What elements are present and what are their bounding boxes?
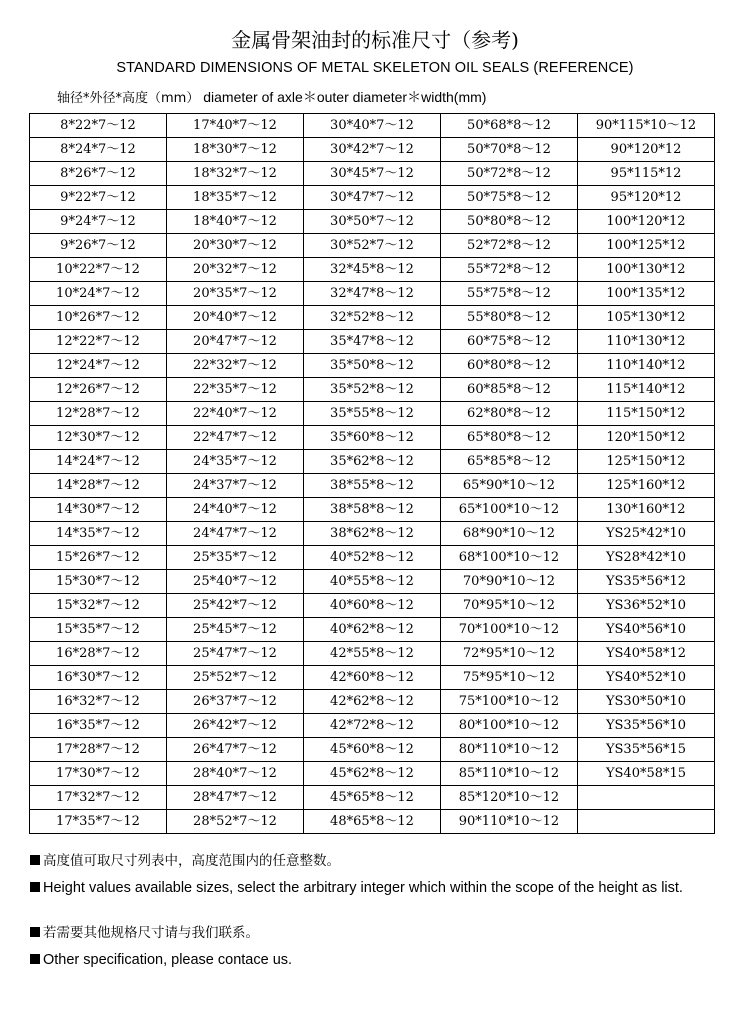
table-cell: 40*60*8～12 <box>304 594 441 618</box>
table-cell: 28*40*7～12 <box>167 762 304 786</box>
table-cell: 40*52*8～12 <box>304 546 441 570</box>
table-cell: 100*120*12 <box>578 210 715 234</box>
square-bullet-icon <box>30 927 40 937</box>
table-cell: 32*45*8～12 <box>304 258 441 282</box>
table-cell: 30*47*7～12 <box>304 186 441 210</box>
table-cell: 90*120*12 <box>578 138 715 162</box>
table-cell: 85*120*10～12 <box>441 786 578 810</box>
table-cell: 15*30*7～12 <box>30 570 167 594</box>
table-cell: 10*22*7～12 <box>30 258 167 282</box>
table-cell: 55*75*8～12 <box>441 282 578 306</box>
table-cell: 130*160*12 <box>578 498 715 522</box>
table-row <box>30 186 715 210</box>
table-row <box>30 570 715 594</box>
table-cell: 35*47*8～12 <box>304 330 441 354</box>
table-cell: 24*35*7～12 <box>167 450 304 474</box>
table-cell: 20*40*7～12 <box>167 306 304 330</box>
table-row <box>30 474 715 498</box>
table-cell: YS28*42*10 <box>578 546 715 570</box>
table-cell: 90*115*10～12 <box>578 114 715 138</box>
table-row <box>30 498 715 522</box>
table-cell: 17*30*7～12 <box>30 762 167 786</box>
table-cell: 50*68*8～12 <box>441 114 578 138</box>
table-cell: 85*110*10～12 <box>441 762 578 786</box>
table-row <box>30 162 715 186</box>
table-cell: 75*95*10～12 <box>441 666 578 690</box>
table-cell: 105*130*12 <box>578 306 715 330</box>
table-cell: 95*115*12 <box>578 162 715 186</box>
note-text: 若需要其他规格尺寸请与我们联系。 <box>43 925 259 941</box>
table-cell: 18*35*7～12 <box>167 186 304 210</box>
table-cell: 28*47*7～12 <box>167 786 304 810</box>
table-cell: 38*58*8～12 <box>304 498 441 522</box>
page-title-english: STANDARD DIMENSIONS OF METAL SKELETON OIL SEALS (REFERENCE) <box>116 60 634 76</box>
table-cell <box>578 810 715 834</box>
table-cell: 10*26*7～12 <box>30 306 167 330</box>
table-cell <box>578 786 715 810</box>
square-bullet-icon <box>30 954 40 964</box>
table-cell: 95*120*12 <box>578 186 715 210</box>
table-row <box>30 618 715 642</box>
table-row <box>30 138 715 162</box>
table-cell: 14*30*7～12 <box>30 498 167 522</box>
table-cell: 60*85*8～12 <box>441 378 578 402</box>
table-cell: 100*135*12 <box>578 282 715 306</box>
table-row <box>30 306 715 330</box>
table-cell: 55*80*8～12 <box>441 306 578 330</box>
table-cell: 50*70*8～12 <box>441 138 578 162</box>
table-cell: 12*30*7～12 <box>30 426 167 450</box>
table-row <box>30 714 715 738</box>
table-cell: 55*72*8～12 <box>441 258 578 282</box>
table-cell: YS35*56*12 <box>578 570 715 594</box>
square-bullet-icon <box>30 882 40 892</box>
table-cell: YS25*42*10 <box>578 522 715 546</box>
table-cell: 65*80*8～12 <box>441 426 578 450</box>
table-cell: 110*140*12 <box>578 354 715 378</box>
note-text: 高度值可取尺寸列表中，高度范围内的任意整数。 <box>43 853 340 869</box>
table-cell: 30*40*7～12 <box>304 114 441 138</box>
table-cell: 65*90*10～12 <box>441 474 578 498</box>
table-cell: 15*32*7～12 <box>30 594 167 618</box>
table-row <box>30 522 715 546</box>
table-row <box>30 546 715 570</box>
table-cell: 18*40*7～12 <box>167 210 304 234</box>
legend-chinese: 轴径*外径*高度（mm） <box>57 91 200 106</box>
table-cell: 25*35*7～12 <box>167 546 304 570</box>
square-bullet-icon <box>30 855 40 865</box>
table-cell: 26*47*7～12 <box>167 738 304 762</box>
table-row <box>30 810 715 834</box>
table-cell: 25*45*7～12 <box>167 618 304 642</box>
page-title-chinese: 金属骨架油封的标准尺寸（参考) <box>231 28 519 52</box>
table-cell: 12*22*7～12 <box>30 330 167 354</box>
table-cell: 28*52*7～12 <box>167 810 304 834</box>
table-cell: 24*37*7～12 <box>167 474 304 498</box>
table-cell: 18*30*7～12 <box>167 138 304 162</box>
table-cell: 8*24*7～12 <box>30 138 167 162</box>
table-cell: 20*35*7～12 <box>167 282 304 306</box>
table-cell: 26*37*7～12 <box>167 690 304 714</box>
table-cell: 50*75*8～12 <box>441 186 578 210</box>
table-cell: 22*32*7～12 <box>167 354 304 378</box>
table-cell: YS30*50*10 <box>578 690 715 714</box>
table-cell: 30*45*7～12 <box>304 162 441 186</box>
table-cell: 20*32*7～12 <box>167 258 304 282</box>
table-cell: 42*55*8～12 <box>304 642 441 666</box>
table-cell: 68*90*10～12 <box>441 522 578 546</box>
table-row <box>30 282 715 306</box>
table-cell: 24*47*7～12 <box>167 522 304 546</box>
table-cell: 22*40*7～12 <box>167 402 304 426</box>
table-cell: 70*95*10～12 <box>441 594 578 618</box>
table-cell: 22*47*7～12 <box>167 426 304 450</box>
table-cell: 62*80*8～12 <box>441 402 578 426</box>
table-cell: 16*28*7～12 <box>30 642 167 666</box>
table-cell: 30*52*7～12 <box>304 234 441 258</box>
table-row <box>30 786 715 810</box>
table-row <box>30 330 715 354</box>
table-cell: 52*72*8～12 <box>441 234 578 258</box>
table-cell: 38*55*8～12 <box>304 474 441 498</box>
table-cell: 17*35*7～12 <box>30 810 167 834</box>
table-cell: 30*42*7～12 <box>304 138 441 162</box>
table-cell: 8*22*7～12 <box>30 114 167 138</box>
table-cell: 45*65*8～12 <box>304 786 441 810</box>
note-item <box>30 924 720 942</box>
table-cell: 35*52*8～12 <box>304 378 441 402</box>
table-cell: 14*24*7～12 <box>30 450 167 474</box>
note-item <box>30 852 720 870</box>
table-cell: 8*26*7～12 <box>30 162 167 186</box>
note-text: Other specification, please contace us. <box>43 952 293 968</box>
table-cell: 50*72*8～12 <box>441 162 578 186</box>
dimensions-table-body <box>30 114 715 834</box>
table-cell: 25*42*7～12 <box>167 594 304 618</box>
table-cell: 9*24*7～12 <box>30 210 167 234</box>
table-cell: 15*35*7～12 <box>30 618 167 642</box>
table-cell: 120*150*12 <box>578 426 715 450</box>
table-cell: 40*55*8～12 <box>304 570 441 594</box>
table-cell: 65*100*10～12 <box>441 498 578 522</box>
table-cell: 40*62*8～12 <box>304 618 441 642</box>
legend-english: diameter of axle＊outer diameter＊width(mm) <box>203 89 487 105</box>
table-cell: YS40*56*10 <box>578 618 715 642</box>
table-row <box>30 402 715 426</box>
table-cell: 10*24*7～12 <box>30 282 167 306</box>
table-cell: 125*150*12 <box>578 450 715 474</box>
table-cell: 42*72*8～12 <box>304 714 441 738</box>
note-item <box>30 951 720 969</box>
table-cell: YS40*58*15 <box>578 762 715 786</box>
table-row <box>30 690 715 714</box>
table-cell: 15*26*7～12 <box>30 546 167 570</box>
table-cell: 20*30*7～12 <box>167 234 304 258</box>
table-cell: 17*40*7～12 <box>167 114 304 138</box>
table-row <box>30 258 715 282</box>
table-cell: 35*62*8～12 <box>304 450 441 474</box>
table-cell: 17*28*7～12 <box>30 738 167 762</box>
table-cell: 75*100*10～12 <box>441 690 578 714</box>
table-cell: YS35*56*15 <box>578 738 715 762</box>
table-cell: YS40*52*10 <box>578 666 715 690</box>
table-cell: 70*100*10～12 <box>441 618 578 642</box>
table-cell: 80*100*10～12 <box>441 714 578 738</box>
table-cell: 25*40*7～12 <box>167 570 304 594</box>
table-cell: YS40*58*12 <box>578 642 715 666</box>
table-cell: 14*28*7～12 <box>30 474 167 498</box>
table-cell: 50*80*8～12 <box>441 210 578 234</box>
table-cell: 32*47*8～12 <box>304 282 441 306</box>
table-cell: 48*65*8～12 <box>304 810 441 834</box>
table-cell: 65*85*8～12 <box>441 450 578 474</box>
table-row <box>30 354 715 378</box>
table-row <box>30 234 715 258</box>
table-cell: 20*47*7～12 <box>167 330 304 354</box>
table-row <box>30 762 715 786</box>
table-cell: 45*62*8～12 <box>304 762 441 786</box>
table-cell: 12*26*7～12 <box>30 378 167 402</box>
table-row <box>30 378 715 402</box>
note-text: Height values available sizes, select the arbitrary integer which within the scope of the height as list. <box>43 880 683 896</box>
table-cell: 30*50*7～12 <box>304 210 441 234</box>
table-cell: 12*28*7～12 <box>30 402 167 426</box>
table-row <box>30 450 715 474</box>
table-cell: 80*110*10～12 <box>441 738 578 762</box>
table-row <box>30 738 715 762</box>
table-cell: 18*32*7～12 <box>167 162 304 186</box>
table-cell: 90*110*10～12 <box>441 810 578 834</box>
table-cell: 24*40*7～12 <box>167 498 304 522</box>
table-cell: 60*80*8～12 <box>441 354 578 378</box>
table-cell: 42*60*8～12 <box>304 666 441 690</box>
table-cell: 35*50*8～12 <box>304 354 441 378</box>
table-cell: 17*32*7～12 <box>30 786 167 810</box>
table-cell: 115*140*12 <box>578 378 715 402</box>
table-row <box>30 666 715 690</box>
column-legend <box>57 87 486 109</box>
table-row <box>30 426 715 450</box>
table-cell: YS36*52*10 <box>578 594 715 618</box>
table-cell: 115*150*12 <box>578 402 715 426</box>
table-cell: 110*130*12 <box>578 330 715 354</box>
table-cell: YS35*56*10 <box>578 714 715 738</box>
table-row <box>30 642 715 666</box>
table-cell: 12*24*7～12 <box>30 354 167 378</box>
table-cell: 25*52*7～12 <box>167 666 304 690</box>
table-cell: 45*60*8～12 <box>304 738 441 762</box>
table-row <box>30 114 715 138</box>
table-cell: 60*75*8～12 <box>441 330 578 354</box>
table-cell: 100*125*12 <box>578 234 715 258</box>
table-cell: 25*47*7～12 <box>167 642 304 666</box>
dimensions-table <box>29 113 715 834</box>
table-cell: 100*130*12 <box>578 258 715 282</box>
table-cell: 68*100*10～12 <box>441 546 578 570</box>
table-cell: 16*35*7～12 <box>30 714 167 738</box>
table-cell: 42*62*8～12 <box>304 690 441 714</box>
table-cell: 35*55*8～12 <box>304 402 441 426</box>
table-cell: 125*160*12 <box>578 474 715 498</box>
table-cell: 16*30*7～12 <box>30 666 167 690</box>
table-cell: 26*42*7～12 <box>167 714 304 738</box>
table-cell: 32*52*8～12 <box>304 306 441 330</box>
table-cell: 14*35*7～12 <box>30 522 167 546</box>
table-cell: 38*62*8～12 <box>304 522 441 546</box>
note-item <box>30 879 720 897</box>
table-cell: 16*32*7～12 <box>30 690 167 714</box>
table-cell: 70*90*10～12 <box>441 570 578 594</box>
table-cell: 22*35*7～12 <box>167 378 304 402</box>
table-row <box>30 594 715 618</box>
table-row <box>30 210 715 234</box>
table-cell: 9*22*7～12 <box>30 186 167 210</box>
table-cell: 35*60*8～12 <box>304 426 441 450</box>
table-cell: 72*95*10～12 <box>441 642 578 666</box>
table-cell: 9*26*7～12 <box>30 234 167 258</box>
